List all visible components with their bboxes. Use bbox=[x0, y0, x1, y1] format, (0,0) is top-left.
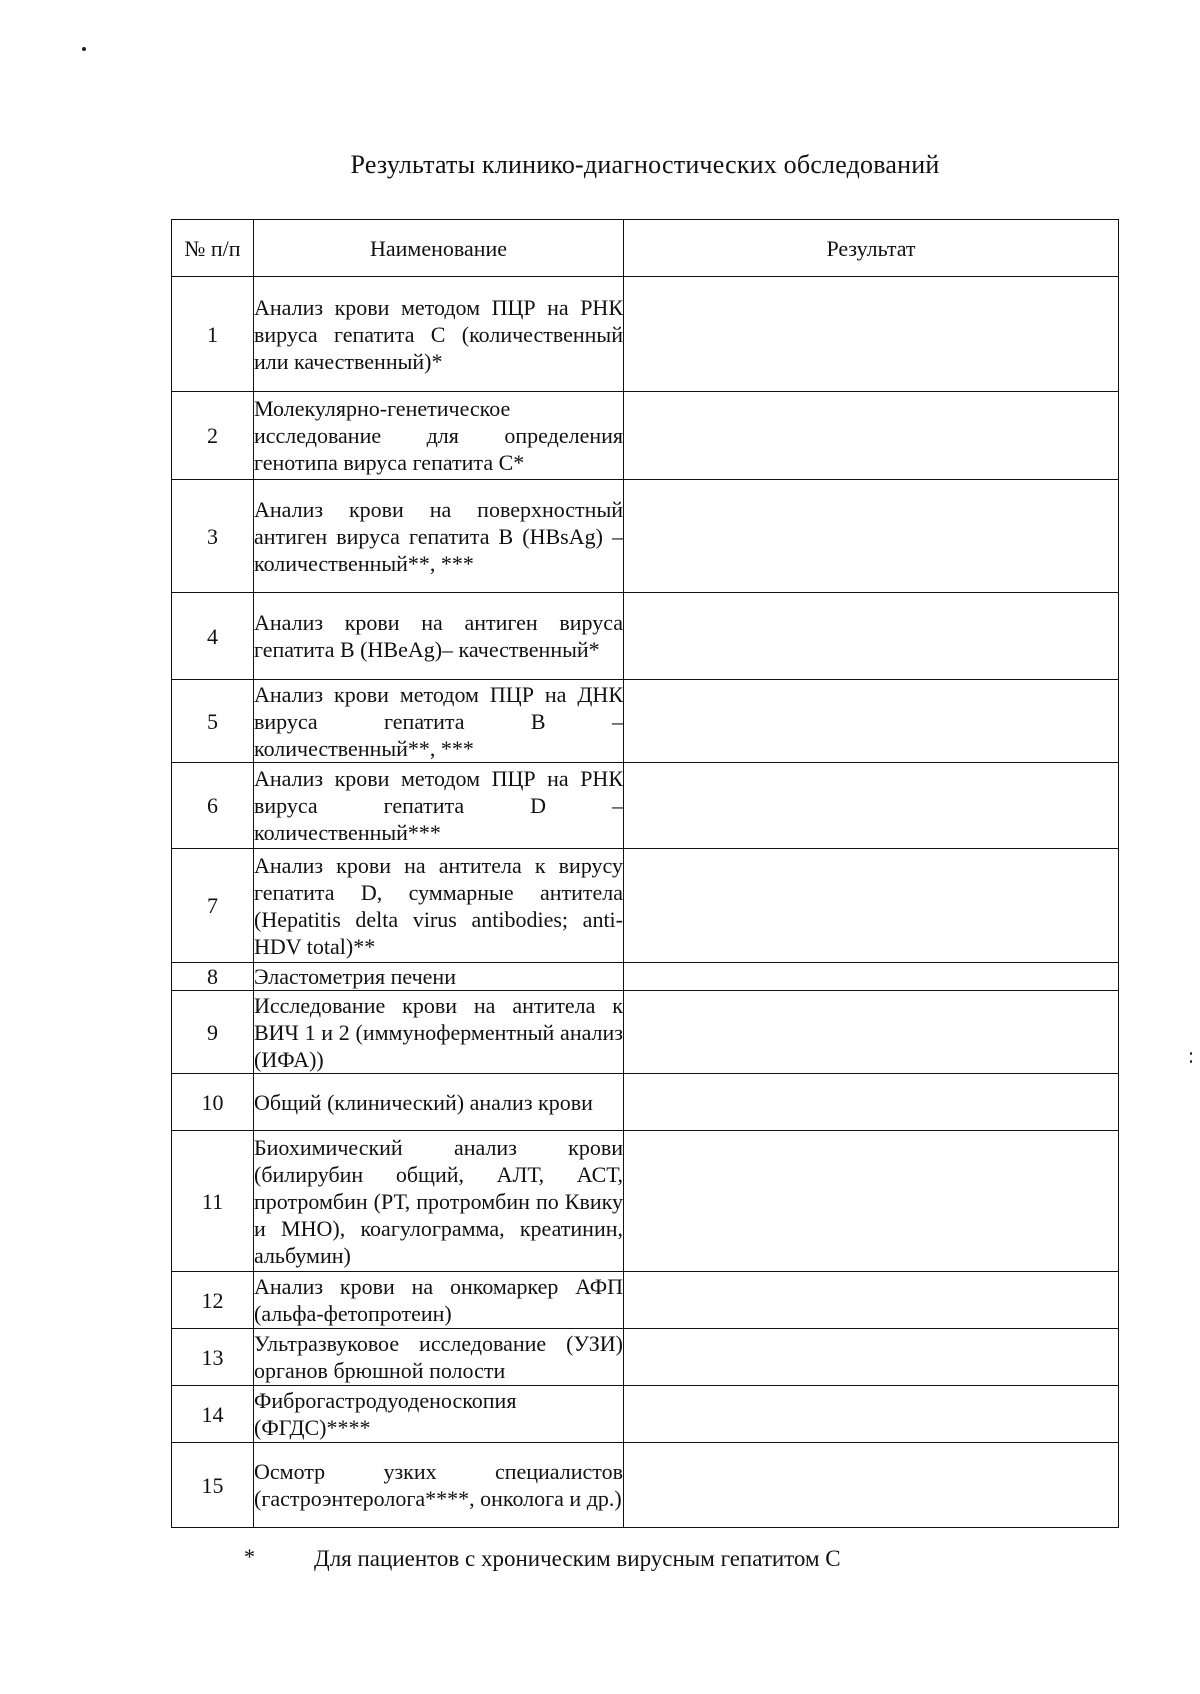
row-name: Молекулярно-генетическое исследование для определения генотипа вируса гепатита С* bbox=[254, 392, 624, 480]
row-name: Исследование крови на антитела к ВИЧ 1 и 2 (иммуноферментный анализ (ИФА)) bbox=[254, 992, 623, 1072]
table-row bbox=[172, 277, 1119, 392]
row-number: 9 bbox=[172, 991, 254, 1074]
row-name: Ультразвуковое исследование (УЗИ) органов брюшной полости bbox=[254, 1329, 624, 1386]
table-row bbox=[172, 1074, 1119, 1131]
table-row bbox=[172, 991, 1119, 1074]
document-title: Результаты клинико-диагностических обследований bbox=[350, 150, 940, 179]
row-result bbox=[624, 593, 1119, 680]
row-number: 1 bbox=[172, 277, 254, 392]
row-number: 10 bbox=[172, 1074, 254, 1131]
table-row bbox=[172, 593, 1119, 680]
row-result bbox=[624, 763, 1119, 849]
row-number: 11 bbox=[172, 1131, 254, 1272]
row-number: 15 bbox=[172, 1443, 254, 1528]
table-row bbox=[172, 963, 1119, 991]
row-result bbox=[624, 963, 1119, 991]
table-row bbox=[172, 1272, 1119, 1329]
row-number: 7 bbox=[172, 849, 254, 963]
row-name: Осмотр узких специалистов (гастроэнтеролога****, онколога и др.) bbox=[254, 1443, 624, 1528]
row-name: Анализ крови на антитела к вирусу гепатита D, суммарные антитела (Hepatitis delta virus antibodies; anti-HDV total)** bbox=[254, 849, 624, 963]
row-result bbox=[624, 1443, 1119, 1528]
row-number: 6 bbox=[172, 763, 254, 849]
row-name: Анализ крови на поверхностный антиген вируса гепатита В (HBsAg) – количественный**, *** bbox=[254, 480, 624, 593]
row-name: Эластометрия печени bbox=[254, 963, 624, 991]
row-result bbox=[624, 1131, 1119, 1272]
row-number: 13 bbox=[172, 1329, 254, 1386]
footnote-text: Для пациентов с хроническим вирусным гепатитом С bbox=[314, 1546, 841, 1571]
table-header-row bbox=[172, 220, 1119, 277]
row-name: Анализ крови на онкомаркер АФП (альфа-фетопротеин) bbox=[254, 1272, 624, 1329]
row-result bbox=[624, 392, 1119, 480]
table-row bbox=[172, 680, 1119, 763]
table-row bbox=[172, 1386, 1119, 1443]
row-result bbox=[624, 1074, 1119, 1131]
row-number: 5 bbox=[172, 680, 254, 763]
table-row bbox=[172, 1329, 1119, 1386]
row-name: Анализ крови методом ПЦР на РНК вируса гепатита D – количественный*** bbox=[254, 763, 624, 849]
header-result: Результат bbox=[624, 220, 1119, 277]
row-number: 3 bbox=[172, 480, 254, 593]
row-number: 14 bbox=[172, 1386, 254, 1443]
scan-speck bbox=[82, 47, 86, 51]
row-result bbox=[624, 480, 1119, 593]
table-row bbox=[172, 1443, 1119, 1528]
table-row bbox=[172, 1131, 1119, 1272]
row-number: 12 bbox=[172, 1272, 254, 1329]
results-table bbox=[171, 219, 1119, 1528]
row-result bbox=[624, 277, 1119, 392]
scan-speck bbox=[1190, 1060, 1192, 1063]
row-name: Анализ крови на антиген вируса гепатита В (HBeAg)– качественный* bbox=[254, 593, 624, 680]
table-row bbox=[172, 392, 1119, 480]
scan-speck bbox=[1190, 1052, 1192, 1055]
row-name: Общий (клинический) анализ крови bbox=[254, 1074, 624, 1131]
row-number: 8 bbox=[172, 963, 254, 991]
row-result bbox=[624, 1329, 1119, 1386]
row-result bbox=[624, 849, 1119, 963]
row-name: Анализ крови методом ПЦР на РНК вируса гепатита С (количественный или качественный)* bbox=[254, 277, 624, 392]
row-result bbox=[624, 1386, 1119, 1443]
row-result bbox=[624, 991, 1119, 1074]
table-row bbox=[172, 849, 1119, 963]
table-row bbox=[172, 480, 1119, 593]
footnote-mark: * bbox=[244, 1544, 255, 1569]
row-name: Фиброгастродуоденоскопия (ФГДС)**** bbox=[254, 1386, 624, 1443]
table-row bbox=[172, 763, 1119, 849]
row-number: 2 bbox=[172, 392, 254, 480]
header-name: Наименование bbox=[254, 220, 624, 277]
row-name: Анализ крови методом ПЦР на ДНК вируса гепатита В – количественный**, *** bbox=[254, 681, 623, 761]
row-name: Биохимический анализ крови (билирубин общий, АЛТ, АСТ, протромбин (РТ, протромбин по Квику и МНО), коагулограмма, креатинин, альбумин) bbox=[254, 1131, 624, 1272]
row-result bbox=[624, 1272, 1119, 1329]
row-result bbox=[624, 680, 1119, 763]
row-number: 4 bbox=[172, 593, 254, 680]
header-number: № п/п bbox=[172, 220, 254, 277]
